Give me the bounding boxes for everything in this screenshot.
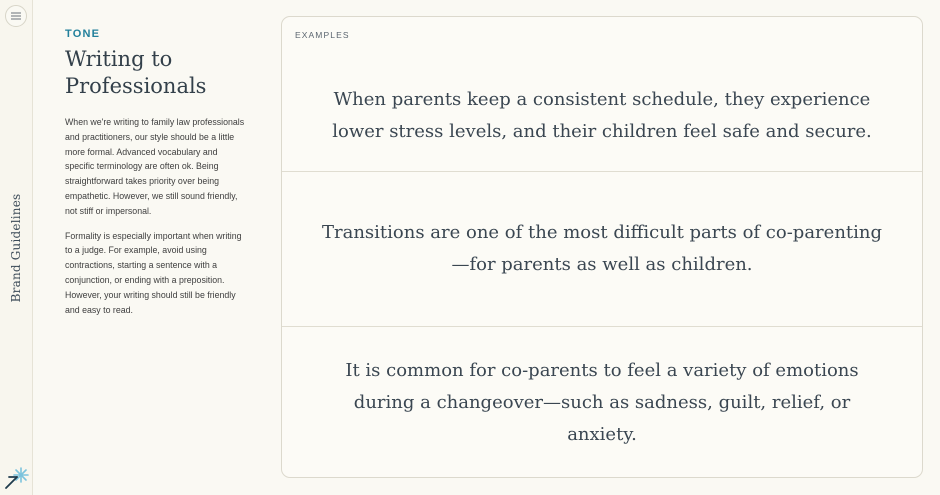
hamburger-menu-icon xyxy=(11,12,21,20)
brand-guidelines-label[interactable]: Brand Guidelines xyxy=(9,193,23,303)
examples-card xyxy=(281,16,923,478)
section-eyebrow: TONE xyxy=(65,28,101,40)
example-quote xyxy=(282,171,922,326)
examples-label: EXAMPLES xyxy=(295,30,350,40)
page-title: Writing to Professionals xyxy=(65,47,207,98)
example-quote xyxy=(282,326,922,478)
body-paragraph: When we're writing to family law professionals and practitioners, our style should be a little more formal. Advanced vocabulary and specific terminology are often ok. Being straightforward takes priority over being empathetic. However, we still sound friendly, not stiff or impersonal. xyxy=(65,117,245,216)
example-quote-text: It is common for co-parents to feel a variety of emotions during a changeover—such as sadness, guilt, relief, or anxiety. xyxy=(345,360,859,445)
tone-section xyxy=(65,28,245,327)
side-rail xyxy=(0,0,33,495)
menu-button[interactable] xyxy=(5,5,27,27)
example-quote-text: Transitions are one of the most difficult parts of co-parenting—for parents as well as children. xyxy=(321,222,883,275)
example-quote xyxy=(282,61,922,171)
example-quote-text: When parents keep a consistent schedule, they experience lower stress levels, and their children feel safe and secure. xyxy=(332,89,872,142)
body-paragraph: Formality is especially important when writing to a judge. For example, avoid using contractions, starting a sentence with a conjunction, or ending with a preposition. However, your writing should still be friendly and easy to read. xyxy=(65,230,242,315)
asterisk-logo-icon[interactable] xyxy=(4,466,30,490)
